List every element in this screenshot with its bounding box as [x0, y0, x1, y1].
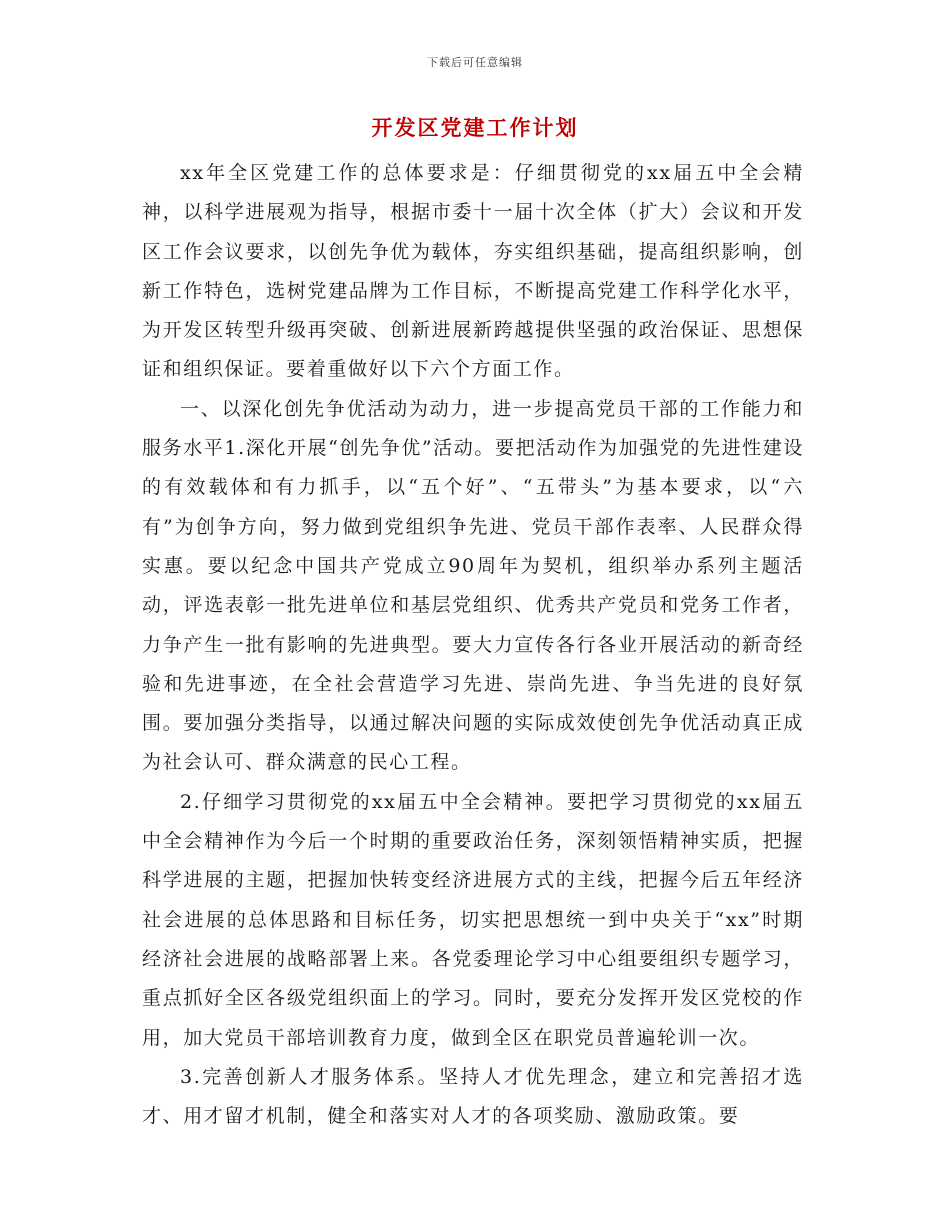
header-note: 下载后可任意编辑 [427, 56, 523, 69]
paragraph-item-2: 2.仔细学习贯彻党的xx届五中全会精神。要把学习贯彻党的xx届五中全会精神作为今后一个时期的重要政治任务，深刻领悟精神实质，把握科学进展的主题，把握加快转变经济进展方式的主线，把握今后五年经济社会进展的总体思路和目标任务，切实把思想统一到中央关于“xx”时期经济社会进展的战略部署上来。各党委理论学习中心组要组织专题学习，重点抓好全区各级党组织面上的学习。同时，要充分发挥开发区党校的作用，加大党员干部培训教育力度，做到全区在职党员普遍轮训一次。 [142, 790, 804, 1049]
document-body [142, 154, 804, 1136]
paragraph-section-1: 一、以深化创先争优活动为动力，进一步提高党员干部的工作能力和服务水平1.深化开展“创先争优”活动。要把活动作为加强党的先进性建设的有效载体和有力抓手，以“五个好”、“五带头”为基本要求，以“六有”为创争方向，努力做到党组织争先进、党员干部作表率、人民群众得实惠。要以纪念中国共产党成立90周年为契机，组织举办系列主题活动，评选表彰一批先进单位和基层党组织、优秀共产党员和党务工作者，力争产生一批有影响的先进典型。要大力宣传各行各业开展活动的新奇经验和先进事迹，在全社会营造学习先进、崇尚先进、争当先进的良好氛围。要加强分类指导，以通过解决问题的实际成效使创先争优活动真正成为社会认可、群众满意的民心工程。 [142, 397, 804, 774]
paragraph-item-3: 3.完善创新人才服务体系。坚持人才优先理念，建立和完善招才选才、用才留才机制，健全和落实对人才的各项奖励、激励政策。要 [142, 1065, 804, 1128]
document-title: 开发区党建工作计划 [371, 115, 579, 140]
paragraph-intro: xx年全区党建工作的总体要求是：仔细贯彻党的xx届五中全会精神，以科学进展观为指导，根据市委十一届十次全体（扩大）会议和开发区工作会议要求，以创先争优为载体，夯实组织基础，提高组织影响，创新工作特色，选树党建品牌为工作目标，不断提高党建工作科学化水平，为开发区转型升级再突破、创新进展新跨越提供坚强的政治保证、思想保证和组织保证。要着重做好以下六个方面工作。 [142, 162, 804, 381]
